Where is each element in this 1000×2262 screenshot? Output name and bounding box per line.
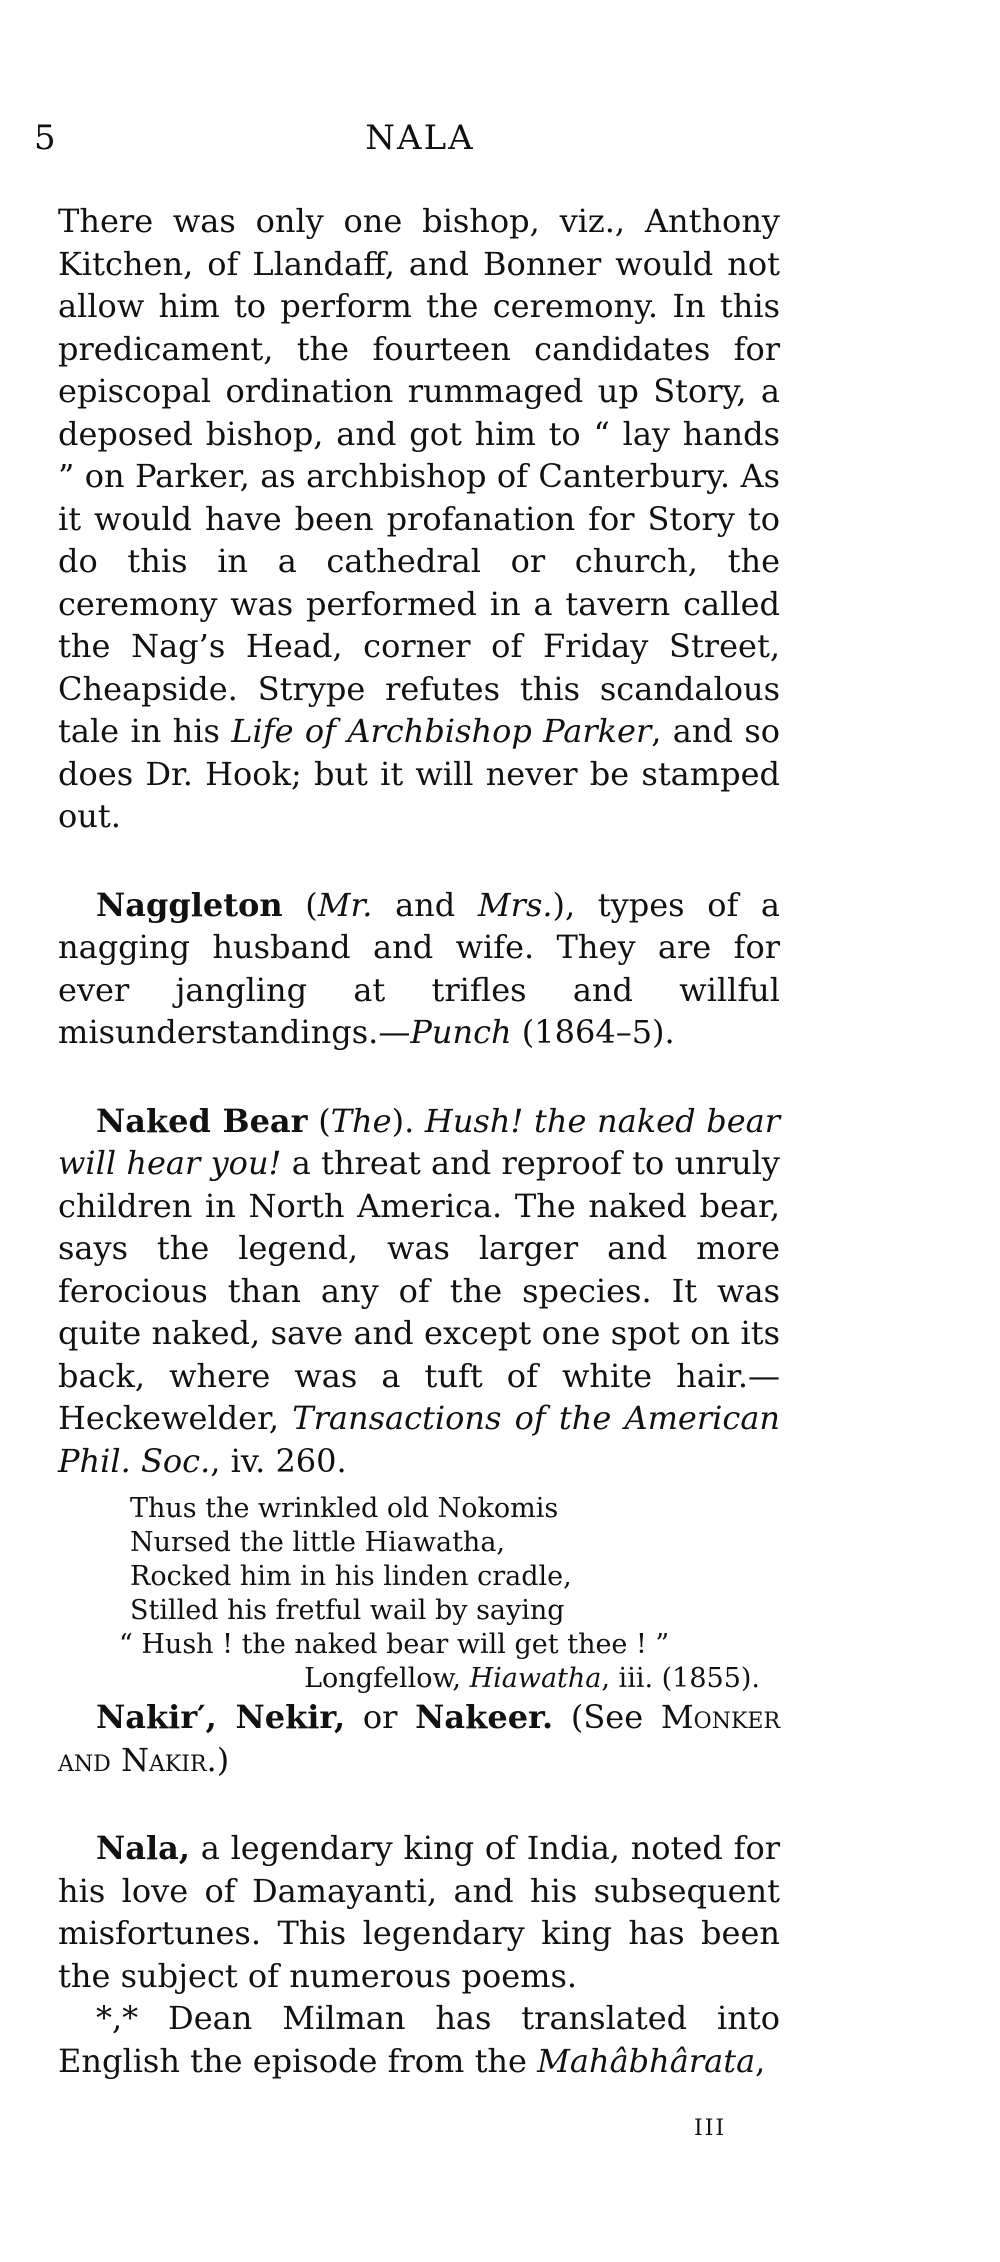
naked-bear-text-1: ( xyxy=(307,1101,331,1140)
naked-bear-text-4: , iv. 260. xyxy=(210,1441,347,1480)
nakir-text-2: (See xyxy=(553,1698,661,1736)
verse-line: Nursed the little Hiawatha, xyxy=(130,1527,505,1558)
headword-nala: Nala, xyxy=(96,1829,191,1867)
naggleton-italic-2: Mrs. xyxy=(477,885,553,924)
naggleton-italic-3: Punch xyxy=(410,1013,512,1051)
naggleton-text-2: and xyxy=(372,885,478,924)
naked-bear-text-3: a threat and reproof to unruly children in North America. The naked bear, says the legend, was larger and more ferocious than any of the species. It was quite naked, save and except one spot on its back, where was a tuft of white hair.—Heckewelder, xyxy=(58,1144,781,1437)
entry-nakir xyxy=(58,1696,780,1781)
asterism-mark: *,* xyxy=(96,1999,139,2037)
nala-text-1: a legendary king of India, noted for his love of Damayanti, and his subsequent misfortunes. This legendary king has been the subject of numerous poems. xyxy=(58,1829,780,1995)
entry-naggleton xyxy=(58,884,780,1054)
page-number: 5 xyxy=(34,118,58,158)
nakir-text-1: or xyxy=(345,1698,416,1736)
headword-naggleton: Naggleton xyxy=(96,885,283,924)
verse-line: “ Hush ! the naked bear will get thee ! ” xyxy=(119,1629,670,1660)
running-head: NALA xyxy=(365,118,475,158)
nakir-text-3: .) xyxy=(206,1740,230,1779)
paragraph-continuation xyxy=(58,200,780,838)
verse-line: Rocked him in his linden cradle, xyxy=(130,1561,572,1592)
printer-signature: III xyxy=(694,2116,727,2141)
verse-line: Thus the wrinkled old Nokomis xyxy=(130,1493,559,1524)
headword-nakir: Nakir′, Nekir, xyxy=(96,1698,346,1736)
entry-nala xyxy=(58,1827,780,1997)
headword-nakeer: Nakeer. xyxy=(415,1698,554,1736)
naked-bear-italic-2: Hush! the naked bear will hear you! xyxy=(58,1101,781,1182)
continuation-text-a: There was only one bishop, viz., Anthony Kitchen, of Llandaff, and Bonner would not allow him to perform the ceremony. In this predicament, the fourteen candidates for episcopal ordination rummaged up Story, a deposed bishop, and got him to “ lay hands ” on Parker, as archbishop of Canterbury. As it would have been profanation for Story to do this in a cathedral or church, the ceremony was performed in a tavern called the Nag’s Head, corner of Friday Street, Cheapside. Strype refutes this scandalous tale in his xyxy=(58,202,780,750)
continuation-text-b: , and so does Dr. Hook; but it will never be stamped out. xyxy=(58,712,781,835)
continuation-italic: Life of Archbishop Parker xyxy=(231,712,652,750)
nala-note-italic: Mahâbhârata xyxy=(537,2041,756,2080)
naggleton-text-3: ), types of a nagging husband and wife. They are for ever jangling at trifles and willful misunderstandings.— xyxy=(58,885,781,1051)
attribution-rest: , iii. (1855). xyxy=(601,1663,760,1694)
text-column xyxy=(58,200,780,2082)
nala-note-text-2: , xyxy=(755,2041,766,2080)
headword-naked-bear: Naked Bear xyxy=(96,1101,308,1140)
cross-reference: Monker and Nakir xyxy=(58,1698,781,1779)
verse-line: Stilled his fretful wail by saying xyxy=(130,1595,565,1626)
nala-note-text-1: Dean Milman has translated into English the episode from the xyxy=(58,1999,780,2080)
naked-bear-italic-3: Transactions of the American Phil. Soc. xyxy=(58,1399,781,1480)
naggleton-text-1: ( xyxy=(282,885,318,924)
attribution-author: Longfellow, xyxy=(304,1663,470,1694)
entry-naked-bear xyxy=(58,1100,780,1483)
naked-bear-text-2: ). xyxy=(391,1101,425,1140)
entry-nala-note xyxy=(58,1997,780,2082)
naggleton-text-4: (1864–5). xyxy=(511,1013,675,1051)
verse-attribution xyxy=(130,1662,760,1696)
naggleton-italic-1: Mr. xyxy=(317,885,373,924)
verse-quotation xyxy=(119,1492,780,1696)
attribution-work: Hiawatha xyxy=(469,1663,602,1694)
naked-bear-italic-1: The xyxy=(330,1101,392,1140)
